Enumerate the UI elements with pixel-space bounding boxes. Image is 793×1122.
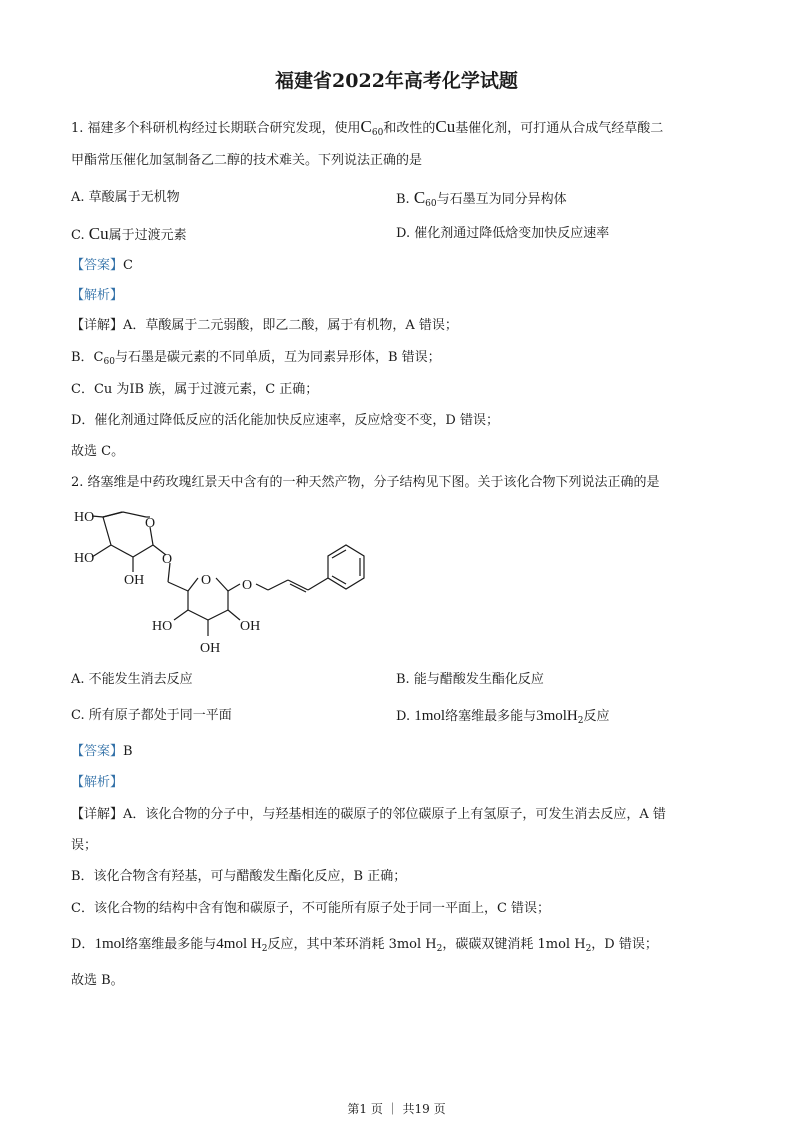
q1-analysis-heading: [71, 286, 123, 306]
detail-text: 与石墨是碳元素的不同单质，互为同素异形体，B 错误；: [114, 350, 441, 365]
answer-tag: 【答案】: [71, 258, 124, 273]
q2-option-b: B. 能与醋酸发生酯化反应: [396, 672, 544, 687]
cu-symbol: Cu: [435, 117, 456, 136]
option-text: 络塞维最多能与: [445, 709, 537, 724]
analysis-tag: 【解析】: [71, 288, 124, 303]
option-text: 与石墨互为同分异构体: [436, 192, 567, 207]
option-text: 反应: [583, 709, 610, 724]
detail-text: ，D 错误；: [591, 937, 658, 952]
option-text: 1mol: [414, 708, 446, 724]
subscript: 2: [436, 944, 443, 954]
bond: [103, 512, 146, 517]
detail-text: 反应，其中苯环消耗 3mol H: [267, 937, 437, 952]
q1-stem-line1: [71, 117, 663, 143]
c60-subscript: 60: [371, 128, 384, 138]
q1-detail-b: [71, 348, 441, 372]
q2-option-d: [396, 706, 610, 731]
q1-stem-line2: 甲酯常压催化加氢制备乙二醇的技术难关。下列说法正确的是: [71, 153, 423, 168]
c60-subscript: 60: [425, 199, 437, 209]
mol-label: O: [201, 573, 212, 588]
q2-detail-b: B．该化合物含有羟基，可与醋酸发生酯化反应，B 正确；: [71, 869, 407, 884]
detail-text: A．草酸属于二元弱酸，即乙二酸，属于有机物，A 错误；: [123, 318, 458, 333]
q1-stem-part: 基催化剂，可打通从合成气经草酸二: [455, 121, 664, 136]
mol-label: OH: [200, 641, 221, 656]
q1-option-b: [396, 188, 567, 214]
option-letter: D.: [396, 709, 411, 724]
detail-text: 1mol: [94, 936, 126, 952]
option-text: 属于过渡元素: [108, 228, 187, 243]
detail-tag: 【详解】: [71, 318, 124, 333]
mol-label: O: [242, 578, 253, 593]
page-title: 福建省2022年高考化学试题: [275, 70, 518, 92]
q1-option-c: [71, 224, 187, 246]
q1-detail-d: D．催化剂通过降低反应的活化能加快反应速率，反应焓变不变，D 错误；: [71, 413, 499, 428]
q2-option-c: C. 所有原子都处于同一平面: [71, 708, 232, 723]
c60-subscript: 60: [103, 357, 115, 367]
mol-label: O: [145, 516, 156, 531]
q1-option-d: D. 催化剂通过降低焓变加快反应速率: [396, 226, 610, 241]
detail-text: 络塞维最多能与: [125, 937, 217, 952]
answer-value: C: [123, 258, 133, 273]
q2-option-a: A. 不能发生消去反应: [71, 672, 193, 687]
mol-label: HO: [74, 510, 95, 525]
detail-text: D．: [71, 937, 95, 952]
answer-tag: 【答案】: [71, 744, 124, 759]
mol-label: HO: [152, 619, 173, 634]
subscript: 2: [585, 944, 592, 954]
q2-detail-c: C．该化合物的结构中含有饱和碳原子，不可能所有原子处于同一平面上，C 错误；: [71, 901, 551, 916]
subscript: 2: [261, 944, 268, 954]
rosavin-structure-diagram: [70, 500, 380, 660]
mol-label: O: [162, 552, 173, 567]
c60-symbol: C: [413, 188, 426, 207]
q1-option-a: A. 草酸属于无机物: [71, 190, 180, 205]
option-letter: C.: [71, 228, 85, 243]
mol-label: OH: [240, 619, 261, 634]
cu-symbol: Cu: [88, 224, 109, 243]
analysis-tag: 【解析】: [71, 775, 124, 790]
q2-detail-a: [71, 805, 666, 825]
q2-detail-d: [71, 934, 658, 959]
subscript: 2: [577, 716, 584, 726]
page-footer: 第1 页 ｜ 共19 页: [347, 1102, 446, 1116]
q1-conclusion: 故选 C。: [71, 444, 125, 459]
q2-conclusion: 故选 B。: [71, 973, 124, 988]
option-letter: B.: [396, 192, 410, 207]
q1-stem-part: 1. 福建多个科研机构经过长期联合研究发现，使用: [71, 121, 361, 136]
detail-text: ，碳碳双键消耗 1mol H: [442, 937, 586, 952]
q1-detail-a: [71, 316, 458, 336]
q1-answer: [71, 256, 133, 276]
q1-detail-c: C．Cu 为IB 族，属于过渡元素，C 正确；: [71, 382, 319, 397]
q1-stem-part: 和改性的: [383, 121, 436, 136]
q2-detail-a-cont: 误；: [71, 838, 98, 853]
c60-symbol: C: [360, 117, 372, 136]
q2-analysis-heading: [71, 773, 123, 793]
option-text: 3molH: [536, 708, 578, 724]
detail-text: A．该化合物的分子中，与羟基相连的碳原子的邻位碳原子上有氢原子，可发生消去反应，A 错: [123, 807, 666, 822]
detail-text: 4mol H: [216, 936, 262, 952]
detail-tag: 【详解】: [71, 807, 124, 822]
q2-answer: [71, 742, 133, 762]
mol-label: OH: [124, 573, 145, 588]
q2-stem: 2. 络塞维是中药玫瑰红景天中含有的一种天然产物，分子结构见下图。关于该化合物下列说法正确的是: [71, 475, 660, 490]
detail-text: B．C: [71, 350, 104, 365]
answer-value: B: [123, 744, 133, 759]
mol-label: HO: [74, 551, 95, 566]
